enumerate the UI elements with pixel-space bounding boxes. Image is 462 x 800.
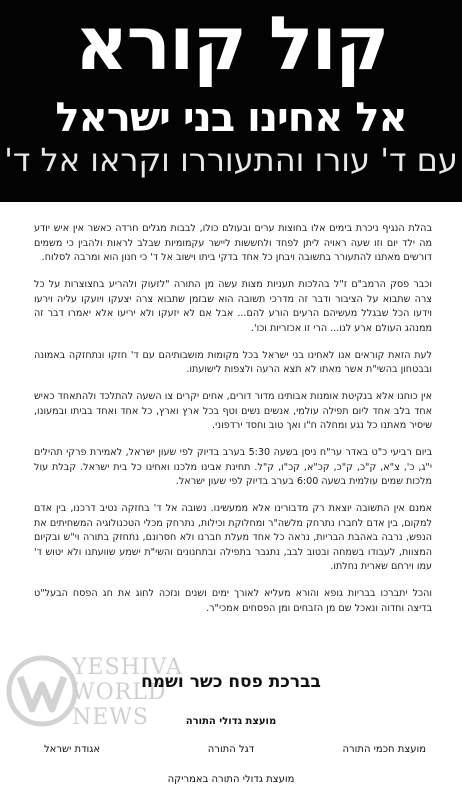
page-title: קול קורא — [74, 1, 388, 87]
signature-center: דגל התורה — [207, 744, 255, 755]
paragraph-2: וכבר פסק הרמב"ם ז"ל בהלכות תעניות מצות עשה מן התורה "לזעוק ולהריע בחצוצרות על כל צרה שתבוא על הציבור ודבר זה מדרכי תשובה הוא שבזמן שתבוא צרה יצעקו ויועקו עליה וירעו וידעו הכל שבגלל מעשיהם הרעים הורע להם... אבל אם לא יזעקו ולא יריעו אלא יאמרו דבר זה ממנהג העולם ארע לנו... הרי זו אכזריות וכו'. — [34, 279, 432, 334]
paragraph-5: ביום רביעי כ"ט באדר ער"ח ניסן בשעה 5:30 בערב בדיוק לפי שעון ישראל, לאמירת פרקי תהילים י"ג, כ', צ"א, ק"כ, ק"כ, קכ"א, קכ"ו, ק"ל. תחינת אבינו מלכנו ואחינו כל בית ישראל. קבלת עול מלכות שמים עולמית בשעה 6:00 בערב בדיוק לפי שעון ישראל. — [34, 447, 432, 487]
watermark-line-3: NEWS — [72, 705, 149, 730]
signature-america: מועצת גדולי התורה באמריקה — [167, 774, 295, 785]
paragraph-3: לעת הזאת קוראים אנו לאחינו בני ישראל בכל מקומות מושבותיהם עם ד' חזקו ונתחזקה באמונה ובבטחון בהשי"ת אשר מאתו לא תצא הרעה ולצפות לישועתו. — [34, 349, 432, 375]
signature-council: מועצת גדולי התורה — [185, 716, 277, 727]
paragraph-1: בהלת הנגיף ניכרת בימים אלו בחוצות ערים ובעולם כולו, לבבות מגלים חרדה כאשר אין איש יודע מה ילד יום וזו שעה ראויה ליתן לפחד ולחששות ליישר עקמומיות שבלב לראות ולהבין כי משמים דורשים מאתנו להתעורר בתשובה ויבחן כל אחד בדקי ביתו וישוב אל ד' כי חנון הוא ומרבה לסלוח. — [34, 223, 432, 263]
watermark-line-2: WORLD — [72, 680, 167, 705]
page-tagline: עם ד' עורו והתעוררו וקראו אל ד' — [4, 141, 458, 179]
closing-blessing: בברכת פסח כשר ושמח — [141, 672, 321, 692]
header-banner — [0, 0, 462, 202]
paragraph-7: והכל יתברכו בבריות גופא והורא מעליא לאורך ימים ושנים ונזכה לחוג את חג הפסח הבעל"ט בדיצה וחדוה ונאכל שם מן הזבחים ומן הפסחים אמכי"ר. — [34, 588, 432, 614]
signature-right: מועצת חכמי התורה — [342, 744, 426, 755]
signature-left: אגודת ישראל — [44, 744, 101, 755]
paragraph-4: אין כוחנו אלא בנקיטת אומנות אבותינו מדור דורים, אחים יקרים צו השעה להתלכד ולהתאחד כאיש אחד בלב אחד ליום תפילה עולמי, אנשים נשים וטף בכל ארץ וארץ, כל אחד ואחד בביתו ובמעונו, שיסיר מאתנו כל נגע ומחלה ח"ו ואך טוב וחסד ירדפוני. — [34, 391, 432, 431]
watermark-line-1: YESHIVA — [72, 655, 183, 680]
proclamation-body — [34, 222, 432, 629]
page-subtitle: אל אחינו בני ישראל — [55, 95, 407, 141]
paragraph-6: אמנם אין התשובה יוצאת רק מדבורינו אלא ממעשינו. נשובה אל ד' בחזקה נטיב דרכנו, בין אדם למקום, בין אדם לחברו נתרחק מלשה"ר ומחלוקת וכילות, נתרחק מכלי הטכנולוגיה המשחיתים את הנפש, נרבה באהבת הבריות, נראה כל אחד מעלת חברנו ולא חסרונם, נתחזק בתורה וי"ש ובקיום המצוות, לעבודו בשמחה ובטוב לבב, נתגבר בתפילה ובתחנונים והשי"ת ישמע שוועתנו ולא יטוש ד' עמו וירחם שארית נחלתו. — [34, 503, 432, 572]
